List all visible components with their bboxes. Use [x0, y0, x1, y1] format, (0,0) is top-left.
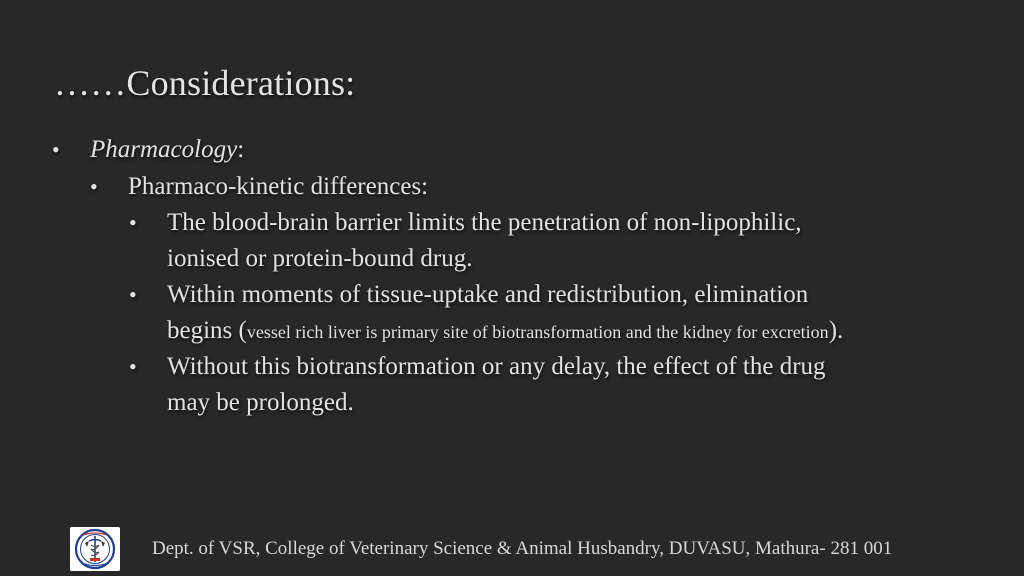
item2-end: ).: [828, 317, 844, 344]
slide-title: ……Considerations:: [54, 63, 356, 103]
item3-line2: may be prolonged.: [167, 389, 354, 416]
pk-heading: Pharmaco-kinetic differences:: [128, 173, 429, 200]
item1-line1: The blood-brain barrier limits the penetration of non-lipophilic,: [167, 209, 802, 236]
college-emblem-icon: [70, 527, 120, 571]
pharmacology-heading: [90, 135, 244, 165]
bullet-level3-item1: •: [129, 210, 137, 235]
item2-parenthetical: vessel rich liver is primary site of biotransformation and the kidney for excretion: [246, 322, 829, 342]
bullet-level3-item2: •: [129, 282, 137, 307]
bullet-level1: •: [52, 137, 60, 162]
footer-text: Dept. of VSR, College of Veterinary Science & Animal Husbandry, DUVASU, Mathura- 281 001: [152, 538, 893, 559]
item3-line1: Without this biotransformation or any delay, the effect of the drug: [167, 353, 826, 380]
bullet-level3-item3: •: [129, 354, 137, 379]
item2-line2: [167, 316, 843, 347]
pharmacology-label: Pharmacology: [90, 136, 238, 163]
item2-begin: begins (: [167, 317, 247, 344]
item1-line2: ionised or protein-bound drug.: [167, 245, 473, 272]
bullet-level2: •: [90, 174, 98, 199]
item2-line1: Within moments of tissue-uptake and redistribution, elimination: [167, 281, 809, 308]
pharmacology-colon: :: [237, 136, 245, 163]
